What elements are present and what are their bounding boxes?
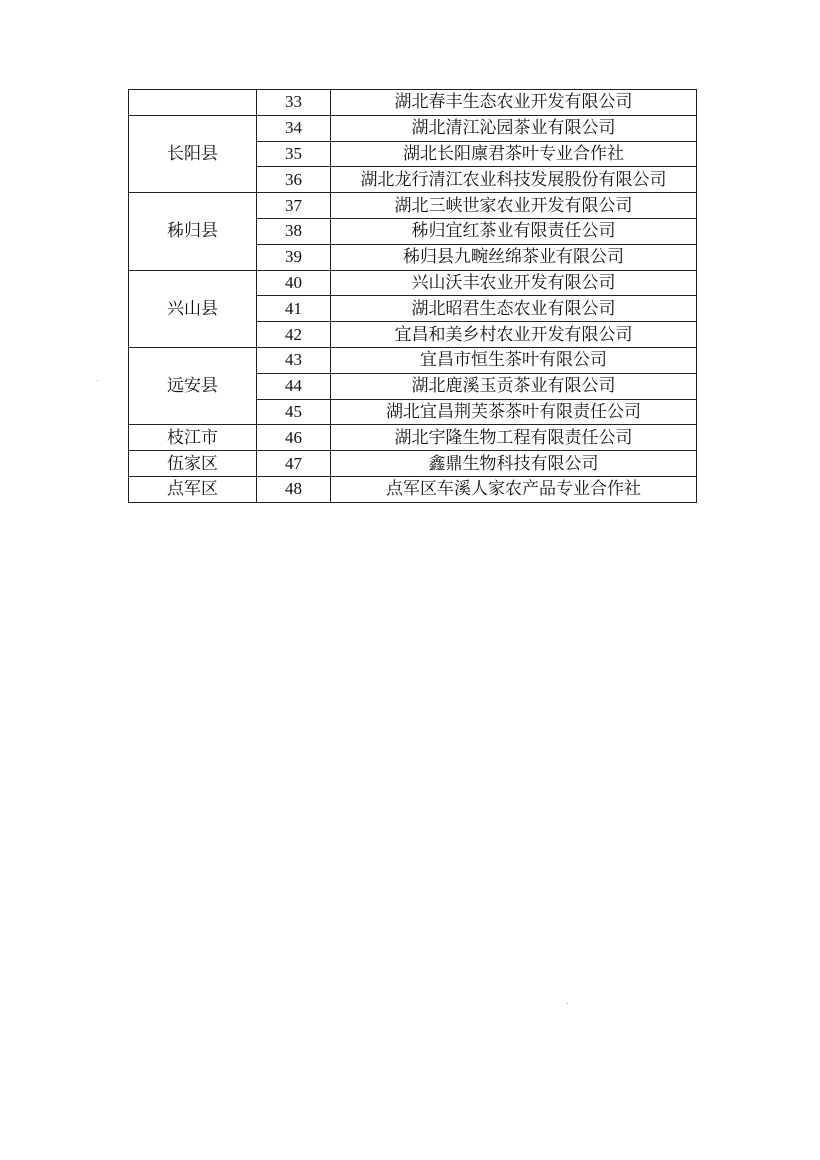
row-number-cell: 33 [257, 90, 331, 116]
county-cell: 长阳县 [129, 115, 257, 192]
company-name-cell: 宜昌市恒生茶叶有限公司 [331, 347, 697, 373]
company-name-cell: 点军区车溪人家农产品专业合作社 [331, 476, 697, 502]
company-name-cell: 湖北昭君生态农业有限公司 [331, 296, 697, 322]
row-number-cell: 48 [257, 476, 331, 502]
company-table [128, 89, 697, 503]
table-row [129, 193, 697, 219]
company-name-cell: 湖北鹿溪玉贡茶业有限公司 [331, 373, 697, 399]
company-name-cell: 宜昌和美乡村农业开发有限公司 [331, 322, 697, 348]
row-number-cell: 41 [257, 296, 331, 322]
scan-speck [97, 380, 98, 381]
table-row [129, 115, 697, 141]
county-cell: 点军区 [129, 476, 257, 502]
row-number-cell: 35 [257, 141, 331, 167]
table-row [129, 347, 697, 373]
table-row [129, 425, 697, 451]
row-number-cell: 46 [257, 425, 331, 451]
row-number-cell: 37 [257, 193, 331, 219]
county-cell: 秭归县 [129, 193, 257, 270]
company-name-cell: 秭归宜红茶业有限责任公司 [331, 218, 697, 244]
company-name-cell: 鑫鼎生物科技有限公司 [331, 451, 697, 477]
row-number-cell: 34 [257, 115, 331, 141]
company-name-cell: 湖北清江沁园茶业有限公司 [331, 115, 697, 141]
table-row [129, 90, 697, 116]
company-name-cell: 湖北宜昌荆芙茶茶叶有限责任公司 [331, 399, 697, 425]
company-name-cell: 湖北长阳廪君茶叶专业合作社 [331, 141, 697, 167]
row-number-cell: 40 [257, 270, 331, 296]
row-number-cell: 36 [257, 167, 331, 193]
row-number-cell: 44 [257, 373, 331, 399]
company-name-cell: 秭归县九畹丝绵茶业有限公司 [331, 244, 697, 270]
county-cell: 伍家区 [129, 451, 257, 477]
company-name-cell: 湖北宇隆生物工程有限责任公司 [331, 425, 697, 451]
row-number-cell: 39 [257, 244, 331, 270]
company-name-cell: 湖北龙行清江农业科技发展股份有限公司 [331, 167, 697, 193]
county-cell: 兴山县 [129, 270, 257, 347]
row-number-cell: 43 [257, 347, 331, 373]
row-number-cell: 45 [257, 399, 331, 425]
table-row [129, 451, 697, 477]
row-number-cell: 42 [257, 322, 331, 348]
table-body [129, 90, 697, 503]
company-name-cell: 兴山沃丰农业开发有限公司 [331, 270, 697, 296]
county-cell: 枝江市 [129, 425, 257, 451]
table-row [129, 270, 697, 296]
company-name-cell: 湖北三峡世家农业开发有限公司 [331, 193, 697, 219]
county-cell [129, 90, 257, 116]
scan-speck [567, 1003, 568, 1004]
row-number-cell: 38 [257, 218, 331, 244]
row-number-cell: 47 [257, 451, 331, 477]
table-row [129, 476, 697, 502]
company-name-cell: 湖北春丰生态农业开发有限公司 [331, 90, 697, 116]
county-cell: 远安县 [129, 347, 257, 424]
